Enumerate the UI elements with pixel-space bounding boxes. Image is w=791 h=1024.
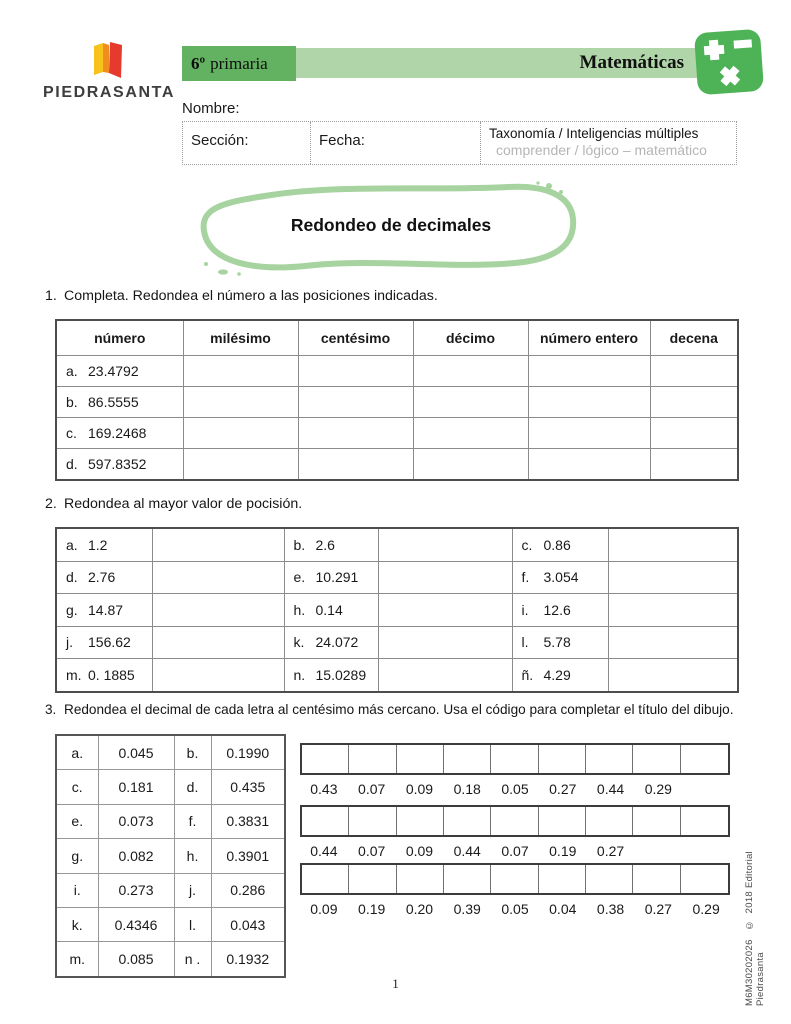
table-row: [56, 907, 285, 941]
answer-cell[interactable]: [650, 387, 738, 418]
item-label: h.: [293, 601, 306, 618]
item-label: g.: [66, 601, 78, 618]
taxonomy-cell: [481, 122, 736, 164]
code-number: 0.09: [405, 843, 434, 859]
subject-title: Matemáticas: [579, 52, 684, 73]
answer-box[interactable]: [349, 807, 396, 835]
item-value: 5.78: [543, 634, 571, 651]
answer-cell[interactable]: [183, 418, 298, 449]
item-value: 0.14: [315, 601, 343, 618]
answer-box[interactable]: [302, 807, 349, 835]
table-row: [56, 873, 285, 907]
item-label: n.: [293, 666, 306, 683]
item-label: a.: [66, 363, 78, 379]
brand-name: PIEDRASANTA: [43, 84, 175, 101]
answer-boxes: [300, 743, 730, 775]
code-number: 0.05: [501, 781, 529, 797]
answer-strip-3: [300, 863, 730, 917]
code-number: 0.39: [453, 901, 481, 917]
item-value: 12.6: [543, 601, 571, 618]
answer-box[interactable]: [349, 745, 396, 773]
col-header-centesimo: centésimo: [298, 320, 413, 356]
code-numbers: [300, 843, 730, 859]
item-label: c.: [521, 536, 533, 553]
answer-box[interactable]: [349, 865, 396, 893]
answer-cell[interactable]: [152, 528, 284, 561]
code-number: 0.29: [644, 781, 672, 797]
item-value: 0.3901: [211, 839, 285, 873]
item-label: a.: [56, 735, 98, 770]
item-value: 14.87: [88, 601, 124, 618]
item-value: 2.76: [88, 569, 116, 586]
answer-cell[interactable]: [650, 418, 738, 449]
item-label: d.: [66, 456, 78, 472]
item-label: i.: [56, 873, 98, 907]
section-label: Sección:: [191, 132, 249, 149]
table-row: [56, 356, 738, 387]
answer-cell[interactable]: [183, 449, 298, 481]
answer-box[interactable]: [539, 807, 586, 835]
item-value: 86.5555: [88, 394, 139, 410]
code-number: 0.38: [596, 901, 625, 917]
answer-box[interactable]: [491, 745, 538, 773]
col-header-decimo: décimo: [413, 320, 528, 356]
item-label: c.: [56, 770, 98, 804]
item-value: 156.62: [88, 634, 131, 651]
code-number: 0.29: [692, 901, 720, 917]
item-value: 0.1990: [211, 735, 285, 770]
exercise2-text: Redondea al mayor valor de pocisión.: [64, 496, 303, 512]
answer-box[interactable]: [397, 807, 444, 835]
table-row: [56, 839, 285, 873]
item-value: 0.043: [211, 907, 285, 941]
item-label: c.: [66, 425, 77, 441]
code-number: 0.43: [310, 781, 338, 797]
item-label: h.: [174, 839, 211, 873]
item-label: j.: [174, 873, 211, 907]
answer-cell[interactable]: [378, 561, 512, 594]
item-value: 0.181: [98, 770, 174, 804]
answer-boxes: [300, 863, 730, 895]
answer-cell[interactable]: [378, 594, 512, 627]
code-number: 0.07: [501, 843, 529, 859]
item-label: f.: [521, 569, 530, 586]
taxonomy-subline: comprender / lógico – matemático: [496, 142, 707, 158]
answer-box[interactable]: [586, 865, 633, 893]
answer-cell[interactable]: [183, 387, 298, 418]
exercise2-table: [55, 527, 739, 693]
answer-cell[interactable]: [528, 356, 650, 387]
item-label: l.: [174, 907, 211, 941]
date-field[interactable]: [311, 122, 481, 164]
table-row: [56, 449, 738, 481]
item-value: 0.1932: [211, 942, 285, 977]
table-row: [56, 770, 285, 804]
code-number: 0.19: [358, 901, 386, 917]
exercise1-prompt: [45, 288, 438, 304]
answer-cell[interactable]: [528, 449, 650, 481]
answer-box[interactable]: [397, 745, 444, 773]
table-row: [56, 804, 285, 838]
item-value: 10.291: [315, 569, 359, 586]
exercise2-number: 2.: [45, 496, 57, 512]
item-value: 169.2468: [88, 425, 147, 441]
answer-cell[interactable]: [183, 356, 298, 387]
code-number: 0.09: [310, 901, 338, 917]
answer-cell[interactable]: [608, 594, 738, 627]
answer-cell[interactable]: [298, 449, 413, 481]
code-number: 0.27: [644, 901, 672, 917]
answer-cell[interactable]: [378, 528, 512, 561]
code-number: 0.44: [596, 781, 625, 797]
item-value: 4.29: [543, 666, 571, 683]
item-label: e.: [293, 569, 306, 586]
code-number: [682, 843, 730, 859]
item-value: 0.435: [211, 770, 285, 804]
item-label: e.: [56, 804, 98, 838]
answer-box[interactable]: [633, 807, 680, 835]
item-label: m.: [56, 942, 98, 977]
grade-badge: [182, 46, 296, 81]
table-row: [56, 626, 738, 659]
answer-cell[interactable]: [378, 626, 512, 659]
exercise1-table: [55, 319, 739, 481]
answer-cell[interactable]: [413, 449, 528, 481]
table-row: [56, 528, 738, 561]
answer-box[interactable]: [539, 745, 586, 773]
item-label: k.: [293, 634, 305, 651]
answer-strip-2: [300, 805, 730, 859]
answer-cell[interactable]: [528, 387, 650, 418]
answer-cell[interactable]: [528, 418, 650, 449]
item-value: 0.286: [211, 873, 285, 907]
item-value: 2.6: [315, 536, 335, 553]
answer-cell[interactable]: [152, 594, 284, 627]
item-label: ñ.: [521, 666, 534, 683]
code-number: 0.44: [310, 843, 338, 859]
item-label: k.: [56, 907, 98, 941]
table-row: [56, 659, 738, 692]
item-value: 0.045: [98, 735, 174, 770]
answer-cell[interactable]: [413, 387, 528, 418]
item-label: a.: [66, 536, 78, 553]
code-number: 0.27: [549, 781, 577, 797]
item-value: 0. 1885: [88, 666, 135, 683]
worksheet-title: Redondeo de decimales: [290, 215, 492, 235]
item-label: f.: [174, 804, 211, 838]
answer-boxes: [300, 805, 730, 837]
answer-cell[interactable]: [298, 356, 413, 387]
calculator-icon: [692, 28, 766, 96]
answer-cell[interactable]: [608, 626, 738, 659]
item-label: b.: [174, 735, 211, 770]
grade-level: primaria: [210, 53, 268, 73]
item-value: 0.073: [98, 804, 174, 838]
code-number: 0.44: [453, 843, 481, 859]
exercise1-number: 1.: [45, 288, 57, 304]
item-label: d.: [174, 770, 211, 804]
answer-box[interactable]: [302, 865, 349, 893]
item-label: i.: [521, 601, 529, 618]
code-number: 0.07: [358, 843, 386, 859]
code-number: 0.19: [549, 843, 577, 859]
exercise3-text: Redondea el decimal de cada letra al centésimo más cercano. Usa el código para completar el título del dibujo.: [64, 702, 734, 717]
answer-cell[interactable]: [608, 561, 738, 594]
item-value: 597.8352: [88, 456, 147, 472]
answer-cell[interactable]: [152, 626, 284, 659]
col-header-milesimo: milésimo: [183, 320, 298, 356]
answer-cell[interactable]: [413, 418, 528, 449]
taxonomy-line: Taxonomía / Inteligencias múltiples: [489, 126, 699, 141]
answer-cell[interactable]: [298, 418, 413, 449]
item-value: 0.085: [98, 942, 174, 977]
table-row: [56, 735, 285, 770]
page-number: 1: [392, 976, 399, 991]
table-row: [56, 418, 738, 449]
answer-box[interactable]: [586, 745, 633, 773]
item-value: 1.2: [88, 536, 108, 553]
item-value: 23.4792: [88, 363, 139, 379]
answer-cell[interactable]: [378, 659, 512, 692]
item-value: 24.072: [315, 634, 359, 651]
code-numbers: [300, 901, 730, 917]
code-number: 0.07: [358, 781, 386, 797]
exercise2-prompt: [45, 496, 302, 512]
item-value: 0.3831: [211, 804, 285, 838]
item-value: 0.4346: [98, 907, 174, 941]
item-label: d.: [66, 569, 78, 586]
answer-box[interactable]: [586, 807, 633, 835]
col-header-decena: decena: [650, 320, 738, 356]
answer-box[interactable]: [539, 865, 586, 893]
code-number: [682, 781, 730, 797]
answer-box[interactable]: [681, 807, 728, 835]
item-label: l.: [521, 634, 529, 651]
exercise1-text: Completa. Redondea el número a las posiciones indicadas.: [64, 288, 438, 304]
header-row: [56, 320, 738, 356]
answer-cell[interactable]: [413, 356, 528, 387]
answer-box[interactable]: [444, 807, 491, 835]
answer-box[interactable]: [444, 745, 491, 773]
answer-cell[interactable]: [608, 528, 738, 561]
code-number: 0.05: [501, 901, 529, 917]
exercise3-prompt: [45, 702, 734, 717]
col-header-numero: número: [56, 320, 183, 356]
table-row: [56, 594, 738, 627]
answer-cell[interactable]: [152, 659, 284, 692]
date-label: Fecha:: [319, 132, 365, 149]
item-label: m.: [66, 666, 82, 683]
books-icon: [90, 40, 126, 80]
code-number: 0.27: [596, 843, 625, 859]
answer-cell[interactable]: [650, 449, 738, 481]
item-value: 0.082: [98, 839, 174, 873]
answer-box[interactable]: [633, 745, 680, 773]
answer-box[interactable]: [397, 865, 444, 893]
item-label: g.: [56, 839, 98, 873]
item-label: n .: [174, 942, 211, 977]
name-label: Nombre:: [182, 100, 240, 117]
answer-strip-1: [300, 743, 730, 797]
item-value: 3.054: [543, 569, 579, 586]
table-row: [56, 387, 738, 418]
answer-cell[interactable]: [152, 561, 284, 594]
answer-cell[interactable]: [650, 356, 738, 387]
answer-box[interactable]: [681, 865, 728, 893]
answer-cell[interactable]: [608, 659, 738, 692]
item-label: j.: [66, 634, 73, 651]
item-label: b.: [66, 394, 78, 410]
answer-cell[interactable]: [298, 387, 413, 418]
answer-box[interactable]: [681, 745, 728, 773]
item-value: 15.0289: [315, 666, 367, 683]
section-field[interactable]: [183, 122, 311, 164]
exercise3-code-table: [55, 734, 286, 978]
answer-box[interactable]: [633, 865, 680, 893]
copyright-sidebar: M6M30202026 © 2018 Editorial Piedrasanta: [744, 851, 766, 1006]
item-label: b.: [293, 536, 306, 553]
answer-box[interactable]: [302, 745, 349, 773]
info-row: [182, 122, 737, 165]
code-number: 0.20: [405, 901, 434, 917]
code-number: [634, 843, 682, 859]
title-bubble: [193, 179, 589, 277]
exercise3-number: 3.: [45, 702, 57, 717]
item-value: 0.86: [543, 536, 571, 553]
item-value: 0.273: [98, 873, 174, 907]
code-numbers: [300, 781, 730, 797]
table-row: [56, 942, 285, 977]
answer-box[interactable]: [491, 865, 538, 893]
col-header-entero: número entero: [528, 320, 650, 356]
answer-box[interactable]: [444, 865, 491, 893]
code-number: 0.04: [549, 901, 577, 917]
name-field[interactable]: [182, 94, 737, 122]
code-number: 0.18: [453, 781, 481, 797]
table-row: [56, 561, 738, 594]
code-number: 0.09: [405, 781, 434, 797]
grade-number: 6º: [191, 53, 206, 73]
answer-box[interactable]: [491, 807, 538, 835]
